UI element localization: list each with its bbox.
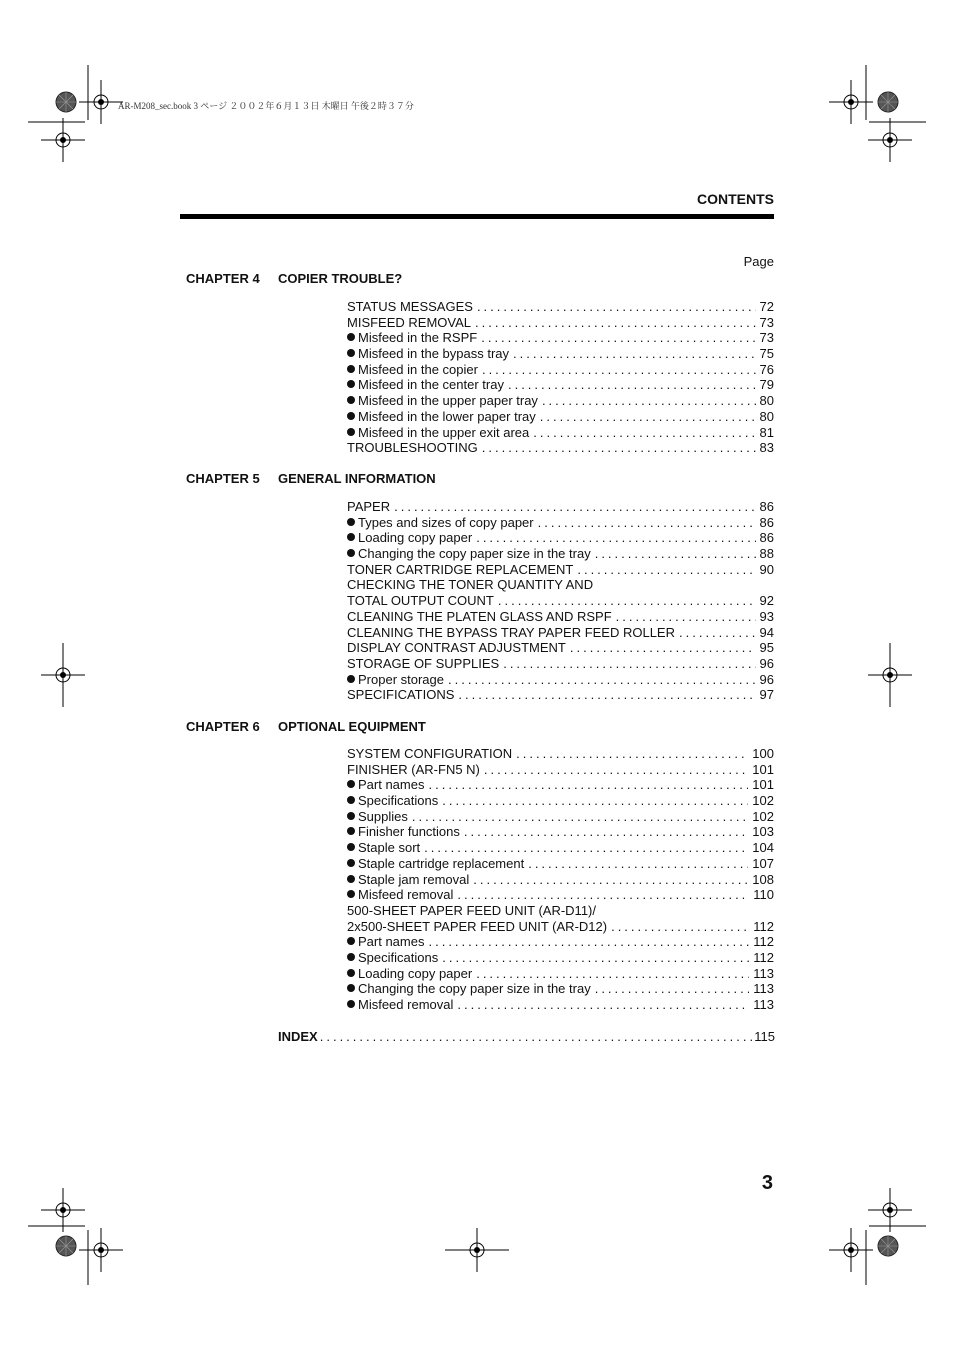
toc-entry-page: 107 <box>752 855 774 871</box>
bullet-icon <box>347 984 355 992</box>
dot-leader <box>595 546 756 562</box>
bullet-icon <box>347 396 355 404</box>
toc-entry-page: 96 <box>759 671 774 687</box>
toc-entry[interactable] <box>347 546 774 562</box>
dot-leader <box>498 593 756 609</box>
bullet-icon <box>347 875 355 883</box>
bullet-icon <box>347 827 355 835</box>
toc-entry[interactable] <box>347 593 774 609</box>
toc-entry[interactable] <box>347 440 774 456</box>
toc-entry-page: 113 <box>753 997 774 1012</box>
toc-entry[interactable] <box>347 499 774 515</box>
bullet-icon <box>347 428 355 436</box>
toc-entry-label: CLEANING THE PLATEN GLASS AND RSPF <box>347 608 612 624</box>
toc-entry-label: TOTAL OUTPUT COUNT <box>347 593 494 609</box>
toc-entry-label: 2x500-SHEET PAPER FEED UNIT (AR-D12) <box>347 918 608 934</box>
toc-entry-label: Proper storage <box>358 671 444 687</box>
page-column-label: Page <box>743 254 774 269</box>
toc-entry-page: 83 <box>759 440 774 456</box>
toc-entry-page: 86 <box>759 499 774 514</box>
toc-entry[interactable] <box>347 903 774 919</box>
toc-entry-label: 500-SHEET PAPER FEED UNIT (AR-D11)/ <box>347 902 596 918</box>
toc-entry-page: 103 <box>752 824 774 840</box>
toc-entry-page: 104 <box>752 840 774 856</box>
dot-leader <box>442 950 749 966</box>
dot-leader <box>458 687 755 703</box>
dot-leader <box>577 562 755 578</box>
bullet-icon <box>347 812 355 820</box>
toc-entry-label: Specifications <box>358 949 439 965</box>
bullet-icon <box>347 549 355 557</box>
bullet-icon <box>347 859 355 867</box>
header-rule <box>180 214 774 219</box>
toc-entry-page: 72 <box>759 299 774 314</box>
toc-entry[interactable] <box>347 809 774 825</box>
toc-entry-page: 100 <box>752 746 774 761</box>
bullet-icon <box>347 412 355 420</box>
toc-entry-label: SYSTEM CONFIGURATION <box>347 746 513 761</box>
toc-entry[interactable] <box>347 609 774 625</box>
toc-entry-label: TROUBLESHOOTING <box>347 440 478 456</box>
toc-entry[interactable] <box>347 872 774 888</box>
dot-leader <box>533 425 755 441</box>
toc-entry-label: MISFEED REMOVAL <box>347 314 472 330</box>
toc-entry[interactable] <box>347 997 774 1013</box>
bullet-icon <box>347 518 355 526</box>
rosette-mark-top-left <box>56 92 76 112</box>
dot-leader <box>476 966 749 982</box>
toc-entry[interactable] <box>347 793 774 809</box>
bullet-icon <box>347 969 355 977</box>
toc-entry-page: 75 <box>759 346 774 362</box>
toc-entry-page: 96 <box>759 655 774 671</box>
dot-leader <box>484 762 748 778</box>
toc-entry-page: 86 <box>759 530 774 546</box>
toc-entry-label: Misfeed removal <box>358 997 454 1012</box>
toc-entry[interactable] <box>347 515 774 531</box>
toc-entry-page: 101 <box>752 761 774 777</box>
toc-entry[interactable] <box>347 530 774 546</box>
toc-entry-page: 110 <box>753 887 774 903</box>
toc-entry-page: 102 <box>752 793 774 809</box>
toc-entry[interactable] <box>347 346 774 362</box>
dot-leader <box>611 919 749 935</box>
dot-leader <box>412 809 748 825</box>
toc-entry-label: STATUS MESSAGES <box>347 299 473 314</box>
toc-entry-label: Misfeed in the copier <box>358 361 478 377</box>
rosette-mark-bottom-right <box>878 1236 898 1256</box>
bullet-icon <box>347 365 355 373</box>
toc-entry[interactable] <box>347 315 774 331</box>
toc-entry-page: 79 <box>759 377 774 393</box>
bullet-icon <box>347 953 355 961</box>
toc-entry[interactable] <box>347 919 774 935</box>
chapter-4-number: CHAPTER 4 <box>186 271 260 286</box>
dot-leader <box>473 872 748 888</box>
toc-entry[interactable] <box>347 824 774 840</box>
toc-entry-label: Finisher functions <box>358 824 460 840</box>
dot-leader <box>428 777 748 793</box>
toc-entry[interactable] <box>347 299 774 315</box>
toc-entry[interactable] <box>347 672 774 688</box>
bullet-icon <box>347 843 355 851</box>
page-number: 3 <box>761 1172 773 1194</box>
toc-entry-label: Misfeed in the RSPF <box>358 330 478 346</box>
toc-entry-page: 108 <box>752 871 774 887</box>
dot-leader <box>538 515 756 531</box>
chapter-5-entries <box>347 499 774 703</box>
dot-leader <box>516 746 748 762</box>
toc-entry-label: Part names <box>358 777 425 793</box>
toc-entry-page: 95 <box>759 640 774 656</box>
toc-entry-label: STORAGE OF SUPPLIES <box>347 655 500 671</box>
dot-leader <box>513 346 756 362</box>
toc-entry[interactable] <box>347 562 774 578</box>
chapter-5-title: GENERAL INFORMATION <box>278 471 436 486</box>
bullet-icon <box>347 333 355 341</box>
bullet-icon <box>347 533 355 541</box>
toc-entry-page: 88 <box>759 546 774 562</box>
index-page: 115 <box>754 1029 775 1044</box>
toc-entry-label: Types and sizes of copy paper <box>358 514 534 530</box>
dot-leader <box>679 625 756 641</box>
toc-entry-label: Staple sort <box>358 840 421 856</box>
toc-entry[interactable] <box>347 856 774 872</box>
dot-leader <box>428 934 749 950</box>
toc-entry-page: 76 <box>759 361 774 377</box>
bullet-icon <box>347 675 355 683</box>
toc-entry[interactable] <box>347 393 774 409</box>
dot-leader <box>482 440 756 456</box>
toc-entry-label: Misfeed in the bypass tray <box>358 346 510 362</box>
toc-entry[interactable] <box>347 840 774 856</box>
chapter-4-title: COPIER TROUBLE? <box>278 271 403 286</box>
dot-leader <box>503 656 755 672</box>
toc-entry[interactable] <box>347 981 774 997</box>
toc-entry[interactable] <box>347 330 774 346</box>
dot-leader <box>570 640 756 656</box>
bullet-icon <box>347 796 355 804</box>
chapter-6-title: OPTIONAL EQUIPMENT <box>278 719 426 734</box>
toc-entry-page: 90 <box>759 561 774 577</box>
toc-entry-label: Changing the copy paper size in the tray <box>358 546 591 562</box>
toc-entry[interactable] <box>347 640 774 656</box>
toc-entry[interactable] <box>347 777 774 793</box>
toc-entry[interactable] <box>347 966 774 982</box>
dot-leader <box>394 499 755 515</box>
bullet-icon <box>347 937 355 945</box>
toc-entry-label: CHECKING THE TONER QUANTITY AND <box>347 577 594 593</box>
toc-entry-label: Misfeed in the upper exit area <box>358 424 530 440</box>
bullet-icon <box>347 380 355 388</box>
toc-entry-page: 92 <box>759 593 774 609</box>
toc-entry-page: 102 <box>752 808 774 824</box>
toc-entry[interactable] <box>347 625 774 641</box>
toc-entry-label: Misfeed removal <box>358 887 454 903</box>
toc-entry-page: 113 <box>753 981 774 997</box>
dot-leader <box>442 793 748 809</box>
index-entry[interactable] <box>278 1029 775 1045</box>
toc-entry-page: 113 <box>753 965 774 981</box>
chapter-4-entries <box>347 299 774 456</box>
toc-entry[interactable] <box>347 687 774 703</box>
dot-leader <box>457 997 749 1013</box>
toc-entry[interactable] <box>347 762 774 778</box>
dot-leader <box>540 409 756 425</box>
rosette-mark-bottom-left <box>56 1236 76 1256</box>
toc-entry[interactable] <box>347 887 774 903</box>
toc-entry-label: Changing the copy paper size in the tray <box>358 981 591 997</box>
rosette-mark-top-right <box>878 92 898 112</box>
toc-entry[interactable] <box>347 409 774 425</box>
bullet-icon <box>347 890 355 898</box>
toc-entry-page: 112 <box>753 918 774 934</box>
dot-leader <box>476 530 755 546</box>
toc-entry-label: Misfeed in the lower paper tray <box>358 408 536 424</box>
dot-leader <box>424 840 748 856</box>
toc-entry[interactable] <box>347 656 774 672</box>
toc-entry-label: Specifications <box>358 793 439 809</box>
bullet-icon <box>347 780 355 788</box>
toc-entry[interactable] <box>347 577 774 593</box>
toc-entry-page: 93 <box>759 608 774 624</box>
toc-entry-label: TONER CARTRIDGE REPLACEMENT <box>347 561 574 577</box>
dot-leader <box>595 981 750 997</box>
dot-leader <box>475 315 756 331</box>
dot-leader <box>616 609 756 625</box>
toc-entry[interactable] <box>347 950 774 966</box>
dot-leader <box>477 299 756 315</box>
dot-leader <box>464 824 748 840</box>
toc-entry-label: FINISHER (AR-FN5 N) <box>347 761 480 777</box>
toc-entry-label: Staple cartridge replacement <box>358 855 525 871</box>
toc-entry-label: PAPER <box>347 499 391 514</box>
toc-entry-label: Staple jam removal <box>358 871 470 887</box>
toc-entry-page: 97 <box>759 687 774 703</box>
toc-entry-page: 94 <box>759 624 774 640</box>
toc-entry[interactable] <box>347 377 774 393</box>
bullet-icon <box>347 1000 355 1008</box>
chapter-6-entries <box>347 746 774 1013</box>
toc-entry-label: Misfeed in the upper paper tray <box>358 393 538 409</box>
toc-entry[interactable] <box>347 362 774 378</box>
toc-entry-page: 112 <box>753 934 774 950</box>
toc-entry-label: Supplies <box>358 808 408 824</box>
print-header-meta: AR-M208_sec.book 3 ページ ２００２年６月１３日 木曜日 午後２時３７分 <box>118 101 414 111</box>
dot-leader <box>481 330 755 346</box>
section-title: CONTENTS <box>697 191 774 207</box>
toc-entry-page: 81 <box>759 424 774 440</box>
chapter-6-number: CHAPTER 6 <box>186 719 260 734</box>
toc-entry-page: 73 <box>759 330 774 346</box>
toc-entry-label: Loading copy paper <box>358 965 473 981</box>
toc-entry[interactable] <box>347 934 774 950</box>
toc-entry-page: 80 <box>759 393 774 409</box>
dot-leader <box>457 887 749 903</box>
index-label: INDEX <box>278 1029 318 1044</box>
toc-entry-label: Part names <box>358 934 425 950</box>
dot-leader <box>528 856 748 872</box>
dot-leader <box>508 377 756 393</box>
toc-entry[interactable] <box>347 746 774 762</box>
dot-leader <box>448 672 756 688</box>
dot-leader <box>542 393 756 409</box>
toc-entry-label: SPECIFICATIONS <box>347 687 455 703</box>
bullet-icon <box>347 349 355 357</box>
toc-entry-page: 112 <box>753 949 774 965</box>
toc-entry-page: 101 <box>752 777 774 793</box>
chapter-5-number: CHAPTER 5 <box>186 471 260 486</box>
dot-leader <box>482 362 756 378</box>
dot-leader <box>320 1029 753 1045</box>
toc-entry[interactable] <box>347 425 774 441</box>
toc-entry-label: Misfeed in the center tray <box>358 377 504 393</box>
toc-entry-label: Loading copy paper <box>358 530 473 546</box>
toc-entry-page: 86 <box>759 514 774 530</box>
toc-entry-label: CLEANING THE BYPASS TRAY PAPER FEED ROLLER <box>347 624 675 640</box>
toc-entry-page: 73 <box>759 314 774 330</box>
toc-entry-page: 80 <box>759 408 774 424</box>
toc-entry-label: DISPLAY CONTRAST ADJUSTMENT <box>347 640 566 656</box>
